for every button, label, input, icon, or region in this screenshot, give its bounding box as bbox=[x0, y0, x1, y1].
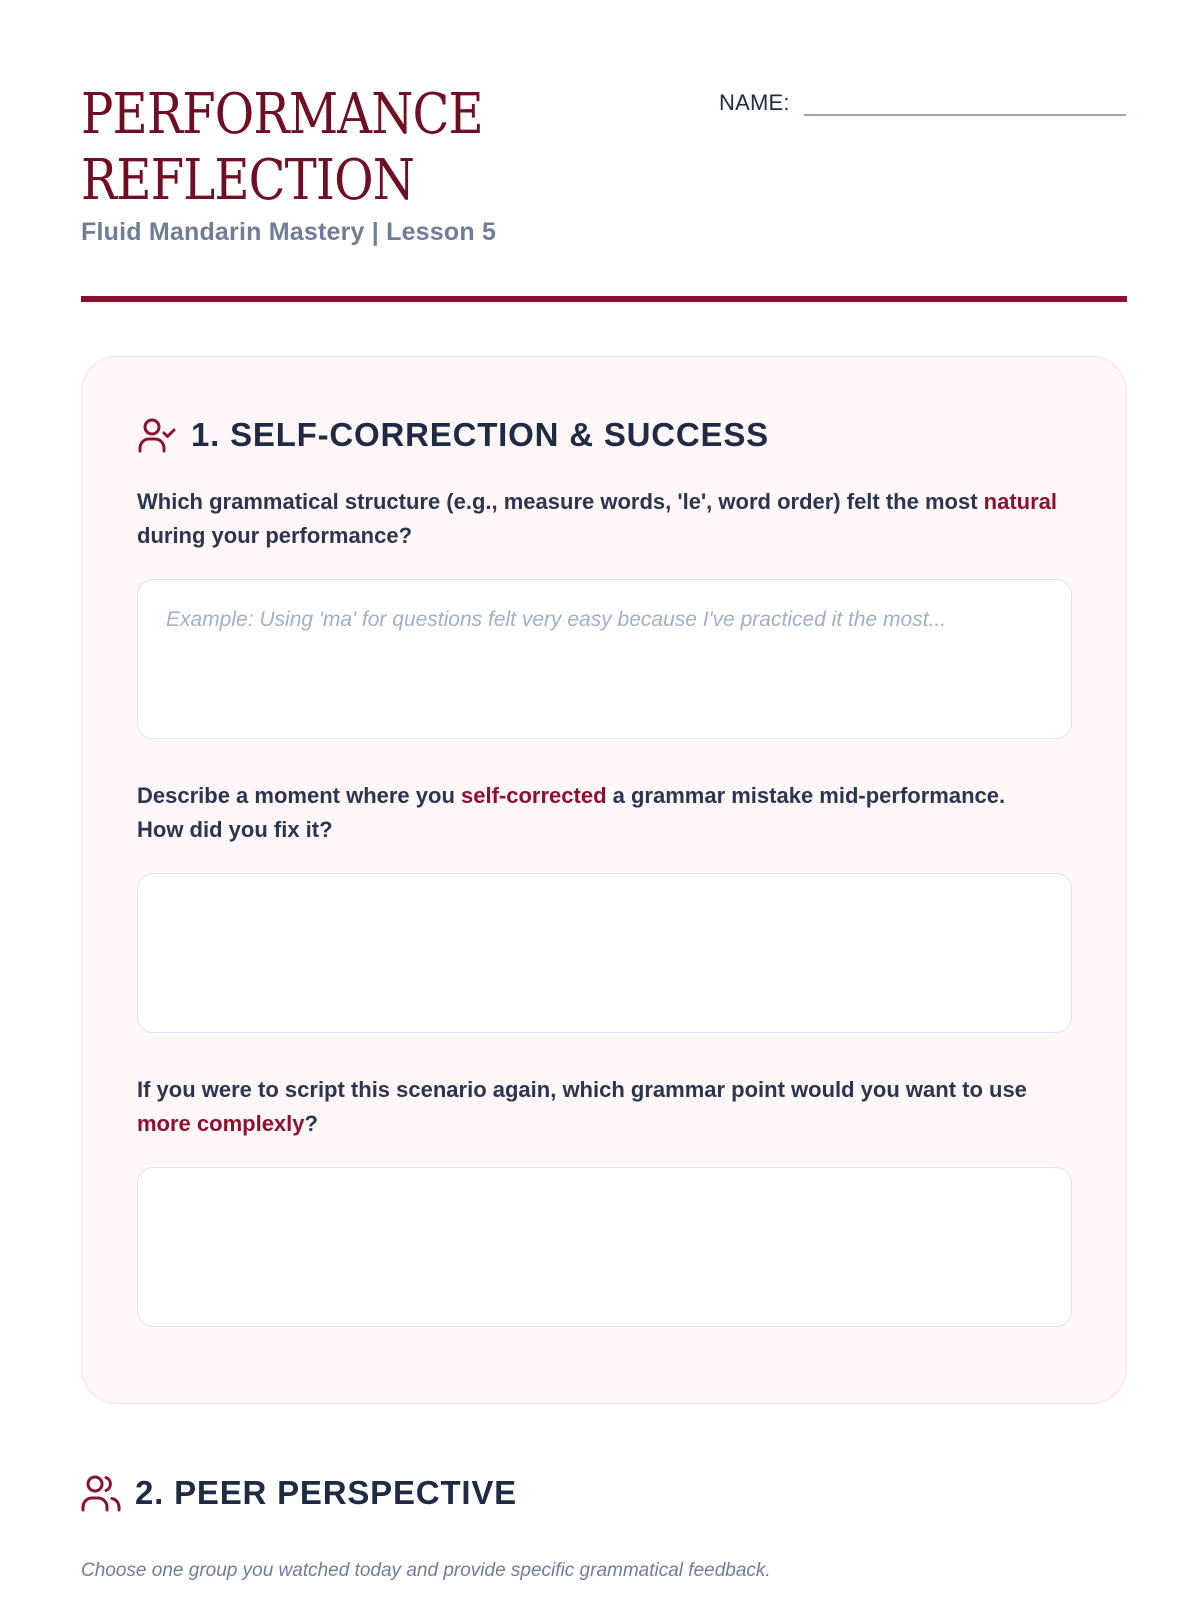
name-field-group bbox=[719, 86, 1126, 116]
question-2 bbox=[137, 779, 1037, 847]
user-check-icon bbox=[137, 415, 177, 455]
question-2-text: Describe a moment where you bbox=[137, 783, 461, 808]
name-input-line[interactable] bbox=[804, 86, 1126, 116]
title-line-2: REFLECTION bbox=[81, 148, 414, 213]
question-3 bbox=[137, 1073, 1067, 1141]
question-2-text-end: a grammar mistake mid-performance. How did you fix it? bbox=[137, 783, 1006, 842]
worksheet-header bbox=[81, 0, 1119, 304]
course-subtitle: Fluid Mandarin Mastery | Lesson 5 bbox=[81, 218, 497, 246]
question-1 bbox=[137, 485, 1067, 553]
section-2-instruction: Choose one group you watched today and provide specific grammatical feedback. bbox=[81, 1560, 771, 1581]
question-3-text: If you were to script this scenario again, which grammar point would you want to use bbox=[137, 1077, 1027, 1102]
question-1-text-end: during your performance? bbox=[137, 523, 413, 548]
question-2-highlight: self-corrected bbox=[461, 783, 607, 808]
answer-box-2[interactable] bbox=[137, 873, 1072, 1033]
section-1-header bbox=[137, 415, 769, 455]
self-correction-card bbox=[81, 356, 1127, 1404]
question-1-text: Which grammatical structure (e.g., measure words, 'le', word order) felt the most bbox=[137, 489, 984, 514]
answer-box-1[interactable] bbox=[137, 579, 1072, 739]
answer-1-placeholder: Example: Using 'ma' for questions felt very easy because I've practiced it the most... bbox=[166, 608, 947, 631]
users-icon bbox=[81, 1473, 121, 1513]
section-1-title: 1. SELF-CORRECTION & SUCCESS bbox=[191, 416, 769, 453]
question-3-highlight: more complexly bbox=[137, 1111, 305, 1136]
answer-box-3[interactable] bbox=[137, 1167, 1072, 1327]
question-1-highlight: natural bbox=[983, 489, 1058, 514]
name-label: NAME: bbox=[719, 90, 790, 115]
section-2-header bbox=[81, 1473, 517, 1513]
title-line-1: PERFORMANCE bbox=[81, 82, 483, 147]
page-title bbox=[81, 82, 563, 214]
question-3-text-end: ? bbox=[304, 1111, 318, 1136]
header-divider bbox=[81, 296, 1127, 302]
section-2-title: 2. PEER PERSPECTIVE bbox=[135, 1474, 517, 1511]
